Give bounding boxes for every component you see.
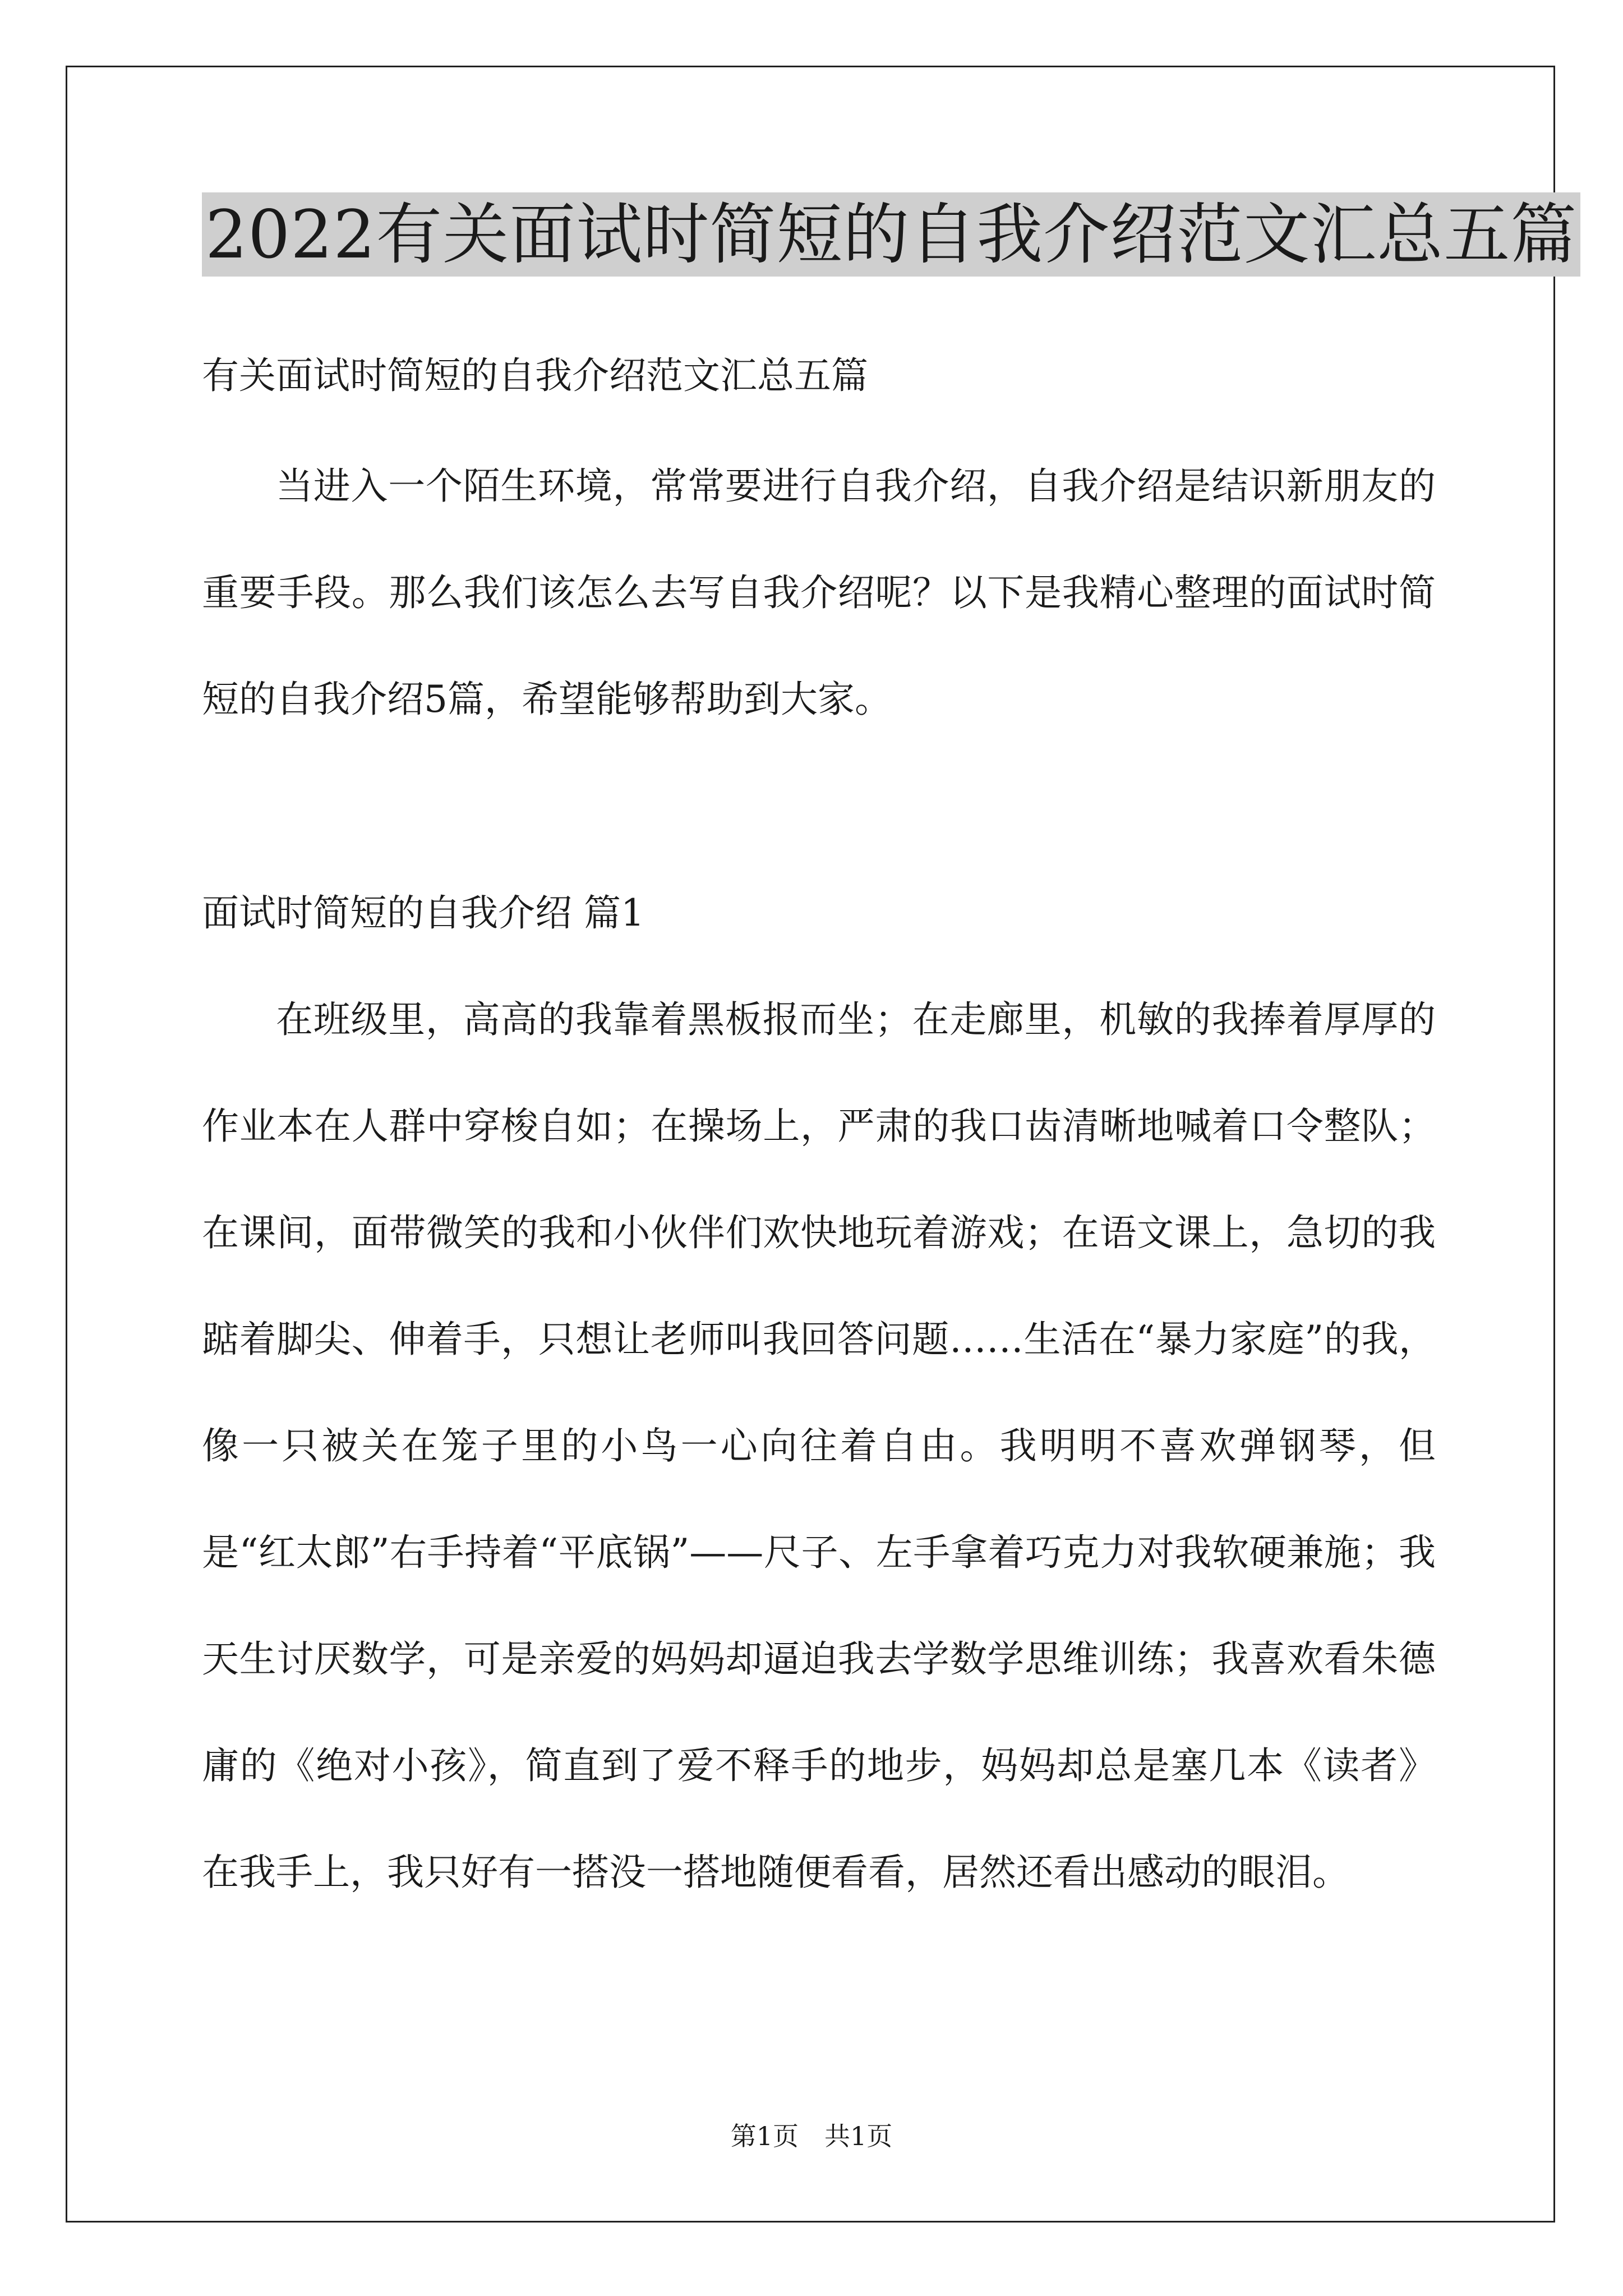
document-title: 2022有关面试时简短的自我介绍范文汇总五篇: [202, 192, 1580, 277]
intro-paragraph: 当进入一个陌生环境，常常要进行自我介绍，自我介绍是结识新朋友的重要手段。那么我们该怎么去写自我介绍呢？以下是我精心整理的面试时简短的自我介绍5篇，希望能够帮助到大家。: [202, 464, 1436, 721]
page-footer: 第1页 共1页: [730, 2121, 893, 2151]
document-subtitle: 有关面试时简短的自我介绍范文汇总五篇: [202, 354, 868, 397]
section-heading: 面试时简短的自我介绍 篇1: [202, 891, 644, 935]
section-body-paragraph: 在班级里，高高的我靠着黑板报而坐；在走廊里，机敏的我捧着厚厚的作业本在人群中穿梭自如；在操场上，严肃的我口齿清晰地喊着口令整队；在课间，面带微笑的我和小伙伴们欢快地玩着游戏；在语文课上，急切的我踮着脚尖、伸着手，只想让老师叫我回答问题……生活在“暴力家庭”的我，像一只被关在笼子里的小鸟一心向往着自由。我明明不喜欢弹钢琴，但是“红太郎”右手持着“平底锅”——尺子、左手拿着巧克力对我软硬兼施；我天生讨厌数学，可是亲爱的妈妈却逼迫我去学数学思维训练；我喜欢看朱德庸的《绝对小孩》，简直到了爱不释手的地步，妈妈却总是塞几本《读者》在我手上，我只好有一搭没一搭地随便看看，居然还看出感动的眼泪。: [202, 998, 1436, 1894]
